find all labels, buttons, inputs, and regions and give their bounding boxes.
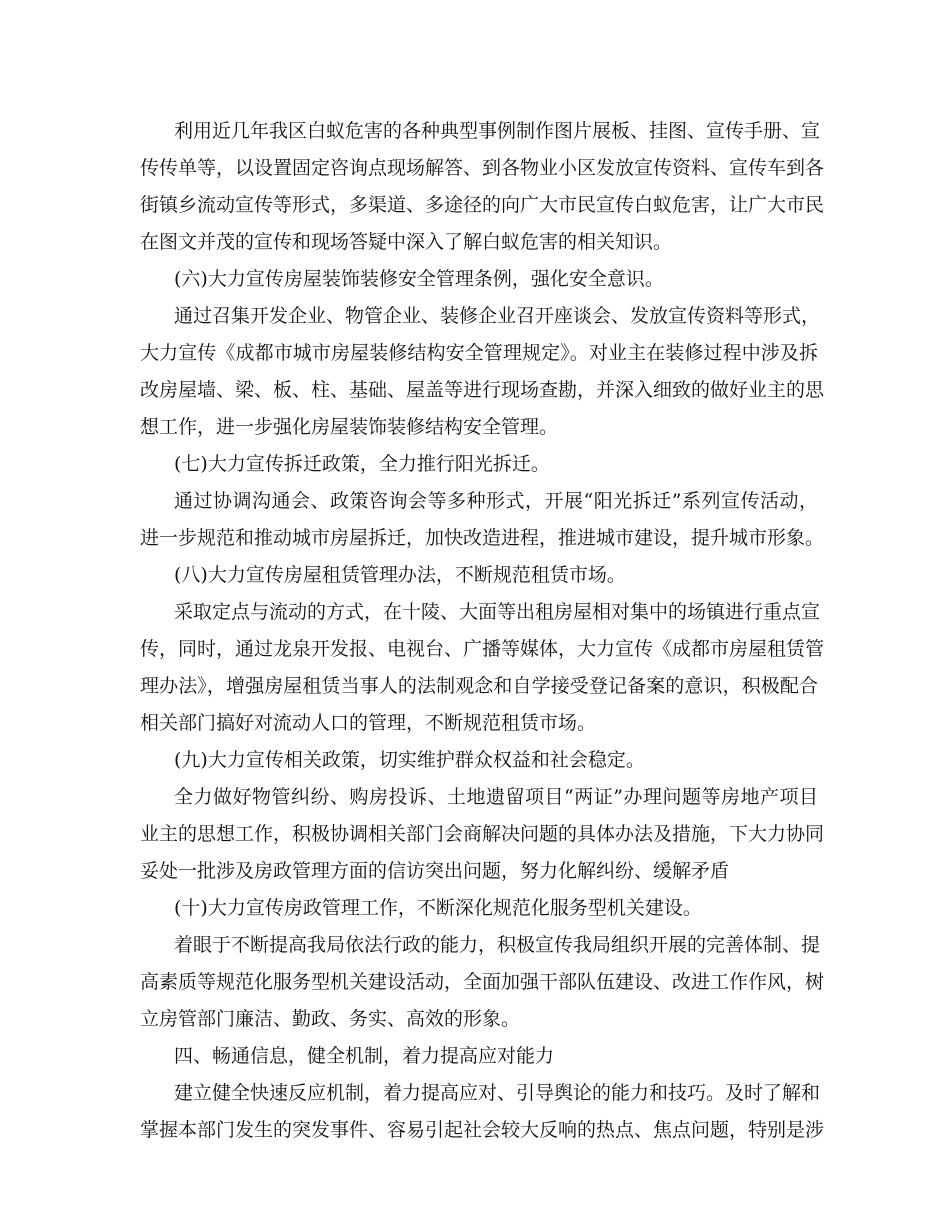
paragraph-line: 业主的思想工作，积极协调相关部门会商解决问题的具体办法及措施，下大力协同 <box>140 823 825 845</box>
section-heading: (八)大力宣传房屋租赁管理办法，不断规范租赁市场。 <box>174 564 626 586</box>
section-heading: (七)大力宣传拆迁政策，全力推行阳光拆迁。 <box>174 453 550 475</box>
paragraph-line: 建立健全快速反应机制，着力提高应对、引导舆论的能力和技巧。及时了解和 <box>174 1082 821 1104</box>
paragraph-line: 通过召集开发企业、物管企业、装修企业召开座谈会、发放宣传资料等形式， <box>174 305 821 327</box>
paragraph-line: 在图文并茂的宣传和现场答疑中深入了解白蚁危害的相关知识。 <box>140 231 673 253</box>
section-heading: (九)大力宣传相关政策，切实维护群众权益和社会稳定。 <box>174 749 645 771</box>
paragraph-line: 利用近几年我区白蚁危害的各种典型事例制作图片展板、挂图、宣传手册、宣 <box>174 120 821 142</box>
paragraph-line: 传，同时，通过龙泉开发报、电视台、广播等媒体，大力宣传《成都市房屋租赁管 <box>140 638 825 660</box>
paragraph-line: 理办法》，增强房屋租赁当事人的法制观念和自学接受登记备案的意识，积极配合 <box>140 675 818 697</box>
paragraph-line: 立房管部门廉洁、勤政、务实、高效的形象。 <box>140 1008 521 1030</box>
paragraph-line: 通过协调沟通会、政策咨询会等多种形式，开展“阳光拆迁”系列宣传活动， <box>174 490 818 512</box>
paragraph-line: 传传单等，以设置固定咨询点现场解答、到各物业小区发放宣传资料、宣传车到各 <box>140 157 825 179</box>
paragraph-line: 大力宣传《成都市城市房屋装修结构安全管理规定》。对业主在装修过程中涉及拆 <box>140 342 818 364</box>
paragraph-line: 妥处一批涉及房政管理方面的信访突出问题，努力化解纠纷、缓解矛盾 <box>140 860 730 882</box>
paragraph-line: 相关部门搞好对流动人口的管理，不断规范租赁市场。 <box>140 712 597 734</box>
section-heading: (十)大力宣传房政管理工作，不断深化规范化服务型机关建设。 <box>174 897 702 919</box>
paragraph-line: 全力做好物管纠纷、购房投诉、土地遗留项目“两证”办理问题等房地产项目 <box>174 786 818 808</box>
section-heading: (六)大力宣传房屋装饰装修安全管理条例，强化安全意识。 <box>174 268 664 290</box>
paragraph-line: 进一步规范和推动城市房屋拆迁，加快改造进程，推进城市建设，提升城市形象。 <box>140 527 825 549</box>
paragraph-line: 掌握本部门发生的突发事件、容易引起社会较大反响的热点、焦点问题，特别是涉 <box>140 1119 825 1141</box>
paragraph-line: 改房屋墙、梁、板、柱、基础、屋盖等进行现场查勘，并深入细致的做好业主的思 <box>140 379 825 401</box>
paragraph-line: 想工作，进一步强化房屋装饰装修结构安全管理。 <box>140 416 559 438</box>
paragraph-line: 高素质等规范化服务型机关建设活动，全面加强干部队伍建设、改进工作作风，树 <box>140 971 825 993</box>
paragraph-line: 采取定点与流动的方式，在十陵、大面等出租房屋相对集中的场镇进行重点宣 <box>174 601 821 623</box>
paragraph-line: 着眼于不断提高我局依法行政的能力，积极宣传我局组织开展的完善体制、提 <box>174 934 821 956</box>
section-heading: 四、畅通信息，健全机制，着力提高应对能力 <box>174 1045 555 1067</box>
paragraph-line: 街镇乡流动宣传等形式，多渠道、多途径的向广大市民宣传白蚁危害，让广大市民 <box>140 194 825 216</box>
